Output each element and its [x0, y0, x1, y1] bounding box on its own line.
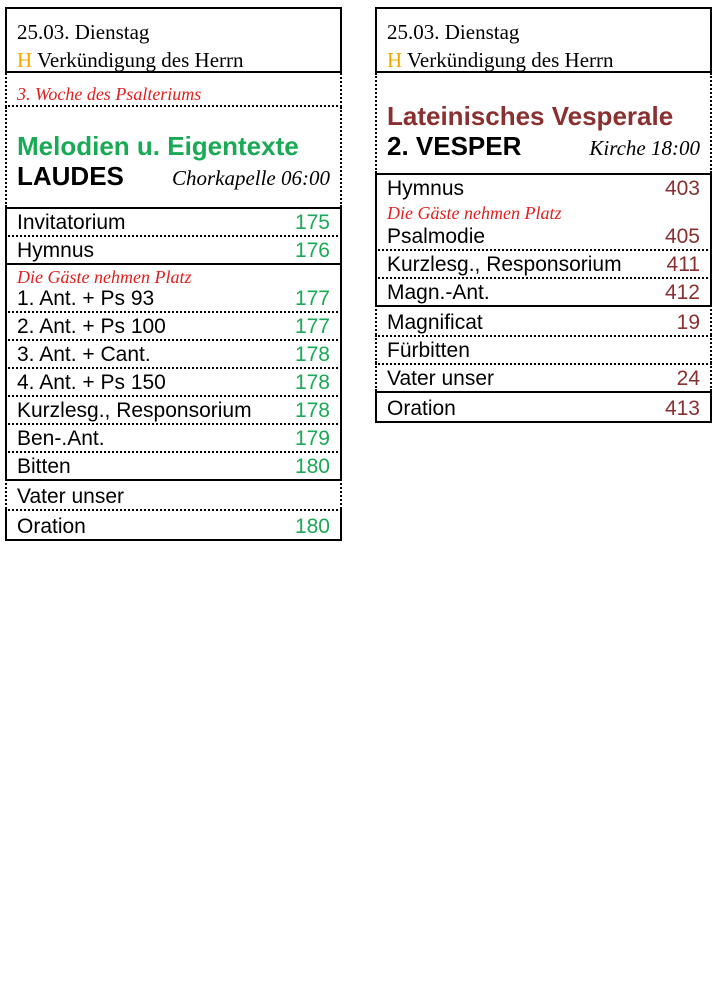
list-item: Fürbitten [375, 335, 712, 363]
date: 25.03. Dienstag [17, 20, 150, 44]
list-item: Magn.-Ant. 412 [375, 277, 712, 305]
list-item: 2. Ant. + Ps 100 177 [5, 311, 342, 339]
rubric-note: Die Gäste nehmen Platz [5, 263, 342, 285]
date: 25.03. Dienstag [387, 20, 520, 44]
date-box [5, 7, 342, 73]
list-item: Psalmodie 405 [375, 223, 712, 249]
list-item: Bitten 180 [5, 451, 342, 479]
list-item: Magnificat 19 [375, 305, 712, 335]
hour-title: LAUDES [17, 161, 124, 191]
feast-title: Verkündigung des Herrn [37, 48, 244, 72]
hour-line [17, 161, 330, 192]
hour-header [5, 107, 342, 207]
list-item: Ben-.Ant. 179 [5, 423, 342, 451]
list-item: Vater unser [5, 479, 342, 509]
feast-rank-mark: H [17, 48, 33, 72]
feast-line [17, 46, 340, 74]
list-item: 3. Ant. + Cant. 178 [5, 339, 342, 367]
list-item: Kurzlesg., Responsorium 178 [5, 395, 342, 423]
place-time: Kirche 18:00 [589, 136, 700, 160]
psalter-week: 3. Woche des Psalteriums [5, 73, 342, 107]
hour-line [387, 131, 700, 162]
list-item: Hymnus 176 [5, 235, 342, 263]
list-item: 4. Ant. + Ps 150 178 [5, 367, 342, 395]
vesper-card [375, 7, 712, 423]
list-item: Oration 180 [5, 509, 342, 541]
list-item: 1. Ant. + Ps 93 177 [5, 285, 342, 311]
date-box [375, 7, 712, 73]
list-item: Oration 413 [375, 391, 712, 423]
feast-title: Verkündigung des Herrn [407, 48, 614, 72]
list-item: Kurzlesg., Responsorium 411 [375, 249, 712, 277]
place-time: Chorkapelle 06:00 [171, 166, 330, 190]
book-title: Melodien u. Eigentexte [17, 131, 299, 161]
feast-line [387, 46, 710, 74]
feast-rank-mark: H [387, 48, 403, 72]
laudes-card [5, 7, 342, 541]
list-item: Invitatorium 175 [5, 207, 342, 235]
list-item: Vater unser 24 [375, 363, 712, 391]
hour-header [375, 73, 712, 173]
list-item: Hymnus 403 [375, 173, 712, 201]
hour-title: 2. VESPER [387, 131, 522, 161]
rubric-note: Die Gäste nehmen Platz [375, 201, 712, 223]
book-title: Lateinisches Vesperale [387, 101, 674, 131]
